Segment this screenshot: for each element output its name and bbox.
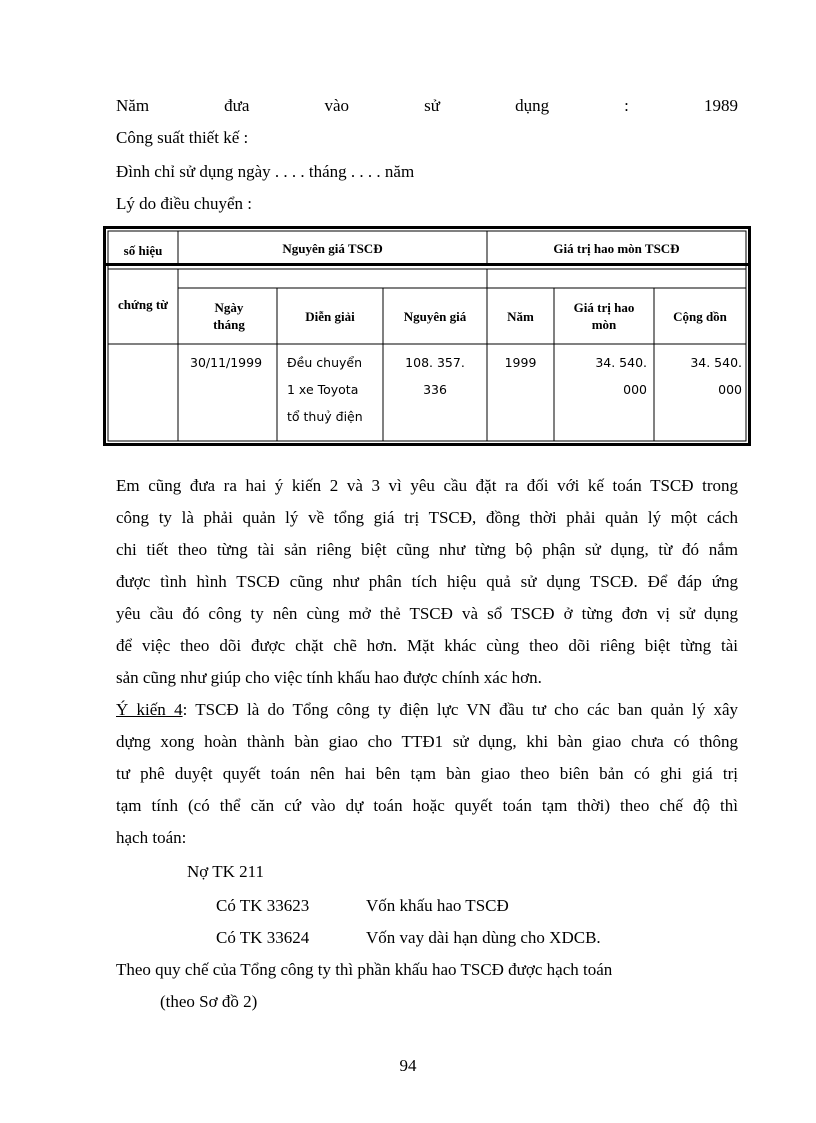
- word: dụng: [515, 96, 550, 115]
- credit-account-2: Có TK 33624: [216, 928, 310, 947]
- paragraph-line: tạm tính (có thể căn cứ vào dự toán hoặc quyết toán tạm thời) theo chế độ thì: [116, 796, 738, 815]
- header-chung-tu: chứng từ: [118, 296, 168, 312]
- paragraph-line: được tình hình TSCĐ cũng như phân tích hiệu quả sử dụng TSCĐ. Để đáp ứng: [116, 572, 738, 591]
- closing-line-2: (theo Sơ đồ 2): [160, 992, 258, 1011]
- asset-card-table: [103, 226, 751, 446]
- header-dien-giai: Diễn giải: [305, 308, 355, 324]
- row-ngay-thang: 30/11/1999: [190, 355, 263, 370]
- nguyen-gia-line: 108. 357.: [405, 355, 465, 370]
- paragraph-line: Em cũng đưa ra hai ý kiến 2 và 3 vì yêu cầu đặt ra đối với kế toán TSCĐ trong: [116, 476, 738, 495]
- row-nam: 1999: [504, 355, 537, 370]
- paragraph-line: [116, 694, 738, 726]
- dien-giai-line: tổ thuỷ điện: [287, 409, 363, 424]
- word: :: [624, 96, 629, 115]
- suspension-line: Đình chỉ sử dụng ngày . . . . tháng . . . . năm: [116, 162, 415, 181]
- header-nguyen-gia: Nguyên giá: [403, 308, 467, 324]
- year-value: 1989: [704, 96, 738, 115]
- design-capacity-line: Công suất thiết kế :: [116, 128, 249, 147]
- header-nguyen-gia-tscd: Nguyên giá TSCĐ: [282, 240, 383, 256]
- header-gia-tri-hao-mon-tscd: Giá trị hao mòn TSCĐ: [553, 240, 680, 256]
- opinion-4-label: Ý kiến 4: [116, 700, 183, 719]
- header-gia-tri-hao-mon: Giá trị hao mòn: [573, 300, 635, 332]
- debit-entry: Nợ TK 211: [187, 862, 264, 881]
- row-dien-giai: [287, 349, 363, 430]
- header-ngay-thang: Ngày tháng: [213, 300, 245, 332]
- row-cong-don: [656, 349, 742, 403]
- paragraph-line: dựng xong hoàn thành bàn giao cho TTĐ1 sử dụng, khi bàn giao chưa có thông: [116, 732, 738, 751]
- paragraph-line: yêu cầu đó công ty nên cùng mở thẻ TSCĐ và sổ TSCĐ ở từng đơn vị sử dụng: [116, 604, 738, 623]
- credit-account-1: Có TK 33623: [216, 896, 310, 915]
- gia-tri-hao-mon-line: 000: [623, 382, 647, 397]
- nguyen-gia-line: 336: [423, 382, 447, 397]
- word: đưa: [224, 96, 250, 115]
- paragraph-line: sản cũng như giúp cho việc tính khấu hao được chính xác hơn.: [116, 668, 542, 687]
- credit-desc-2: Vốn vay dài hạn dùng cho XDCB.: [366, 928, 601, 947]
- page-number: 94: [399, 1056, 417, 1075]
- row-gia-tri-hao-mon: [556, 349, 647, 403]
- header-nam: Năm: [507, 308, 534, 324]
- paragraph-opinions-2-3: [116, 470, 738, 694]
- paragraph-line: công ty là phải quản lý về tổng giá trị TSCĐ, đồng thời phải quản lý một cách: [116, 508, 738, 527]
- paragraph-line: chi tiết theo từng tài sản riêng biệt cũng như từng bộ phận sử dụng, từ đó nắm: [116, 540, 738, 559]
- header-so-hieu: số hiệu: [123, 242, 163, 258]
- cong-don-line: 000: [718, 382, 742, 397]
- dien-giai-line: 1 xe Toyota: [287, 382, 359, 397]
- opinion-4-first-line: : TSCĐ là do Tổng công ty điện lực VN đầu tư cho các ban quản lý xây: [182, 700, 739, 719]
- dien-giai-line: Đều chuyển: [287, 355, 362, 370]
- transfer-reason-line: Lý do điều chuyển :: [116, 194, 252, 213]
- gia-tri-hao-mon-line: 34. 540.: [595, 355, 647, 370]
- credit-desc-1: Vốn khấu hao TSCĐ: [366, 896, 509, 915]
- header-cong-don: Cộng dồn: [673, 308, 727, 324]
- row-nguyen-gia: [384, 349, 486, 403]
- year-in-use-line: [116, 96, 738, 116]
- word: sử: [424, 96, 440, 115]
- cong-don-line: 34. 540.: [690, 355, 742, 370]
- paragraph-opinion-4: [116, 694, 738, 854]
- word: Năm: [116, 96, 150, 115]
- word: vào: [324, 96, 350, 115]
- closing-line-1: Theo quy chế của Tổng công ty thì phần khấu hao TSCĐ được hạch toán: [116, 960, 613, 979]
- paragraph-line: hạch toán:: [116, 828, 187, 847]
- paragraph-line: để việc theo dõi được chặt chẽ hơn. Mặt khác cùng theo dõi riêng biệt từng tài: [116, 636, 738, 655]
- paragraph-line: tư phê duyệt quyết toán nên hai bên tạm bàn giao theo biên bản có ghi giá trị: [116, 764, 738, 783]
